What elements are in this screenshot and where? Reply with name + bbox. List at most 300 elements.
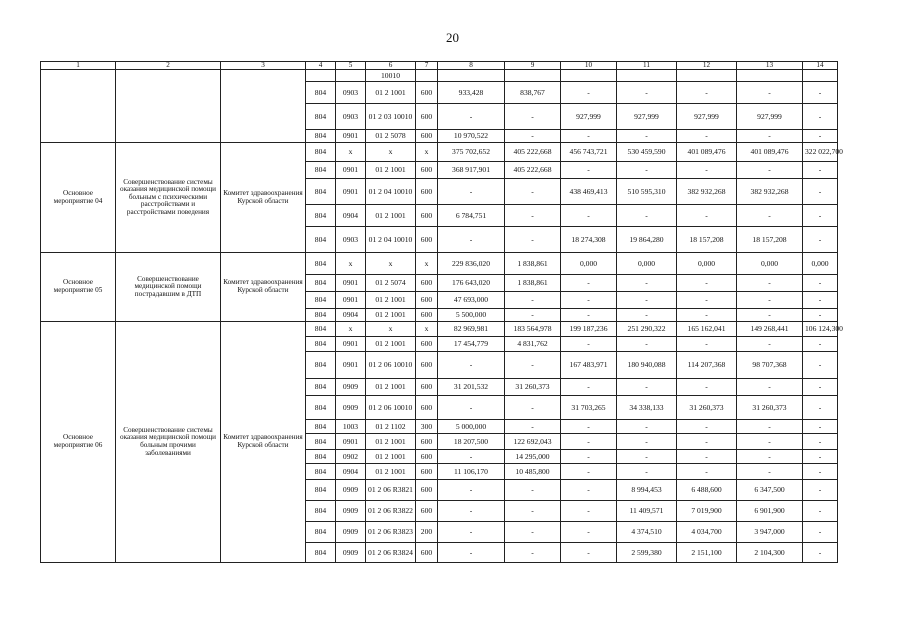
data-cell: - xyxy=(505,292,561,309)
data-cell: - xyxy=(803,130,838,143)
data-cell: 106 124,300 xyxy=(803,322,838,337)
data-cell: - xyxy=(561,379,617,396)
data-cell: - xyxy=(803,352,838,379)
data-cell: 0909 xyxy=(336,522,366,543)
data-cell: 2 151,100 xyxy=(677,543,737,563)
data-cell: 0901 xyxy=(336,434,366,450)
data-cell: - xyxy=(438,501,505,522)
executor-cell xyxy=(221,70,306,143)
data-cell: - xyxy=(561,162,617,179)
data-cell: 600 xyxy=(416,352,438,379)
data-cell: 600 xyxy=(416,543,438,563)
data-cell: - xyxy=(438,179,505,205)
data-cell: 01 2 5078 xyxy=(366,130,416,143)
data-cell: 18 157,208 xyxy=(737,227,803,253)
data-cell: - xyxy=(505,501,561,522)
data-cell: 0,000 xyxy=(617,253,677,275)
data-cell: - xyxy=(561,275,617,292)
data-cell: 927,999 xyxy=(677,104,737,130)
program-name-cell xyxy=(116,70,221,143)
data-cell: 804 xyxy=(306,480,336,501)
data-cell: - xyxy=(561,292,617,309)
data-cell: 0,000 xyxy=(803,253,838,275)
data-cell: 600 xyxy=(416,450,438,464)
data-cell: 530 459,590 xyxy=(617,143,677,162)
data-cell: 10 970,522 xyxy=(438,130,505,143)
data-cell: 7 019,900 xyxy=(677,501,737,522)
header-cell: 12 xyxy=(677,62,737,70)
data-cell: 11 106,170 xyxy=(438,464,505,480)
data-cell: 600 xyxy=(416,82,438,104)
data-cell: 382 932,268 xyxy=(677,179,737,205)
data-cell xyxy=(561,70,617,82)
data-cell: 804 xyxy=(306,292,336,309)
data-cell: 167 483,971 xyxy=(561,352,617,379)
data-cell: 600 xyxy=(416,396,438,420)
data-cell: 01 2 04 10010 xyxy=(366,179,416,205)
data-cell: - xyxy=(737,379,803,396)
data-cell: - xyxy=(561,543,617,563)
data-cell: 01 2 06 10010 xyxy=(366,396,416,420)
data-cell: 0909 xyxy=(336,501,366,522)
data-cell: - xyxy=(438,352,505,379)
event-cell: Основное мероприятие 06 xyxy=(41,322,116,563)
data-cell: - xyxy=(737,82,803,104)
data-cell: 01 2 1001 xyxy=(366,450,416,464)
data-cell: - xyxy=(737,450,803,464)
data-cell: 01 2 1102 xyxy=(366,420,416,434)
data-cell: 0904 xyxy=(336,205,366,227)
data-cell: 2 104,300 xyxy=(737,543,803,563)
data-cell: - xyxy=(561,420,617,434)
data-cell: x xyxy=(366,322,416,337)
data-cell: 01 2 1001 xyxy=(366,292,416,309)
data-cell: 933,428 xyxy=(438,82,505,104)
data-cell: - xyxy=(561,82,617,104)
header-cell: 14 xyxy=(803,62,838,70)
data-cell: - xyxy=(617,450,677,464)
data-cell: 600 xyxy=(416,464,438,480)
data-cell: - xyxy=(438,480,505,501)
data-cell: - xyxy=(737,162,803,179)
data-cell: 0909 xyxy=(336,396,366,420)
data-cell: - xyxy=(505,179,561,205)
data-cell xyxy=(505,70,561,82)
data-cell: - xyxy=(617,275,677,292)
data-cell: 600 xyxy=(416,130,438,143)
data-cell xyxy=(306,70,336,82)
data-cell: 804 xyxy=(306,104,336,130)
data-cell: - xyxy=(677,420,737,434)
data-cell: x xyxy=(366,143,416,162)
data-cell: 804 xyxy=(306,337,336,352)
data-cell: - xyxy=(617,162,677,179)
data-cell: 14 295,000 xyxy=(505,450,561,464)
data-cell: 01 2 5074 xyxy=(366,275,416,292)
data-cell: - xyxy=(803,464,838,480)
data-cell: - xyxy=(803,434,838,450)
data-cell: 0901 xyxy=(336,352,366,379)
data-cell: 600 xyxy=(416,104,438,130)
program-name-cell: Совершенствование медицинской помощи пострадавшим в ДТП xyxy=(116,253,221,322)
data-cell xyxy=(617,70,677,82)
data-cell: 456 743,721 xyxy=(561,143,617,162)
data-cell: 401 089,476 xyxy=(737,143,803,162)
event-cell: Основное мероприятие 04 xyxy=(41,143,116,253)
data-cell: - xyxy=(803,337,838,352)
executor-cell: Комитет здравоохранения Курской области xyxy=(221,143,306,253)
data-cell: - xyxy=(438,227,505,253)
data-cell xyxy=(677,70,737,82)
data-cell: 322 022,700 xyxy=(803,143,838,162)
data-cell: - xyxy=(561,501,617,522)
data-cell: 405 222,668 xyxy=(505,162,561,179)
header-cell: 9 xyxy=(505,62,561,70)
table-row xyxy=(41,322,838,337)
data-cell: 804 xyxy=(306,450,336,464)
data-cell: 0901 xyxy=(336,130,366,143)
data-cell: - xyxy=(677,162,737,179)
header-cell: 1 xyxy=(41,62,116,70)
data-cell: 0901 xyxy=(336,275,366,292)
data-cell: - xyxy=(803,522,838,543)
data-cell: 10 485,800 xyxy=(505,464,561,480)
event-cell: Основное мероприятие 05 xyxy=(41,253,116,322)
data-cell: - xyxy=(803,450,838,464)
data-cell: 47 693,000 xyxy=(438,292,505,309)
data-cell: - xyxy=(737,434,803,450)
data-cell: - xyxy=(737,130,803,143)
data-cell: x xyxy=(336,143,366,162)
data-cell: - xyxy=(803,292,838,309)
data-cell: 01 2 1001 xyxy=(366,464,416,480)
data-cell xyxy=(737,70,803,82)
data-cell: 804 xyxy=(306,130,336,143)
data-cell: 01 2 1001 xyxy=(366,205,416,227)
data-cell: - xyxy=(561,434,617,450)
data-cell: 3 947,000 xyxy=(737,522,803,543)
data-cell: 0909 xyxy=(336,379,366,396)
data-cell: 01 2 1001 xyxy=(366,82,416,104)
data-cell xyxy=(438,70,505,82)
data-cell: 176 643,020 xyxy=(438,275,505,292)
data-cell: 17 454,779 xyxy=(438,337,505,352)
header-cell: 7 xyxy=(416,62,438,70)
data-cell: 4 034,700 xyxy=(677,522,737,543)
data-cell: - xyxy=(803,227,838,253)
data-cell: 251 290,322 xyxy=(617,322,677,337)
data-cell: 4 831,762 xyxy=(505,337,561,352)
data-cell: 180 940,088 xyxy=(617,352,677,379)
data-cell: 804 xyxy=(306,379,336,396)
program-name-cell: Совершенствование системы оказания медицинской помощи больным с психическими расстройствами и расстройствами поведения xyxy=(116,143,221,253)
data-cell: - xyxy=(505,420,561,434)
data-cell: 375 702,652 xyxy=(438,143,505,162)
data-cell: - xyxy=(677,450,737,464)
data-cell: 31 260,373 xyxy=(737,396,803,420)
data-cell: 01 2 06 R3821 xyxy=(366,480,416,501)
data-cell: - xyxy=(737,205,803,227)
data-cell: 1003 xyxy=(336,420,366,434)
table-row xyxy=(41,70,838,82)
data-cell: x xyxy=(336,322,366,337)
data-cell: 4 374,510 xyxy=(617,522,677,543)
data-cell: 165 162,041 xyxy=(677,322,737,337)
data-cell xyxy=(803,70,838,82)
data-cell: 114 207,368 xyxy=(677,352,737,379)
data-cell: 600 xyxy=(416,227,438,253)
data-cell xyxy=(336,70,366,82)
data-cell: 600 xyxy=(416,480,438,501)
data-cell: 6 347,500 xyxy=(737,480,803,501)
header-row xyxy=(41,62,838,70)
data-cell: 838,767 xyxy=(505,82,561,104)
data-cell: 0901 xyxy=(336,337,366,352)
program-name-cell: Совершенствование системы оказания медицинской помощи больным прочими заболеваниями xyxy=(116,322,221,563)
data-cell: - xyxy=(737,275,803,292)
header-cell: 5 xyxy=(336,62,366,70)
data-cell: x xyxy=(336,253,366,275)
data-cell: 01 2 1001 xyxy=(366,434,416,450)
data-cell: - xyxy=(737,292,803,309)
data-cell: 804 xyxy=(306,501,336,522)
data-cell: - xyxy=(677,464,737,480)
data-cell: 199 187,236 xyxy=(561,322,617,337)
data-cell: 804 xyxy=(306,82,336,104)
data-cell: - xyxy=(505,396,561,420)
data-cell: 0901 xyxy=(336,292,366,309)
data-cell: - xyxy=(438,543,505,563)
data-cell: 183 564,978 xyxy=(505,322,561,337)
data-cell: 82 969,981 xyxy=(438,322,505,337)
data-cell: - xyxy=(803,501,838,522)
header-cell: 8 xyxy=(438,62,505,70)
data-cell: 438 469,413 xyxy=(561,179,617,205)
data-cell: 804 xyxy=(306,227,336,253)
data-cell: 229 836,020 xyxy=(438,253,505,275)
data-cell: 5 000,000 xyxy=(438,420,505,434)
data-cell: - xyxy=(561,130,617,143)
data-cell: 804 xyxy=(306,179,336,205)
data-cell: - xyxy=(803,309,838,322)
data-cell: - xyxy=(617,420,677,434)
data-cell: - xyxy=(561,205,617,227)
data-cell: - xyxy=(617,82,677,104)
data-cell: - xyxy=(803,480,838,501)
data-cell: - xyxy=(505,227,561,253)
data-cell: 122 692,043 xyxy=(505,434,561,450)
data-cell: - xyxy=(561,337,617,352)
data-cell: - xyxy=(561,450,617,464)
data-cell: - xyxy=(677,337,737,352)
data-cell: - xyxy=(677,434,737,450)
data-cell: 600 xyxy=(416,434,438,450)
table-row xyxy=(41,253,838,275)
data-cell: 405 222,668 xyxy=(505,143,561,162)
data-cell: 927,999 xyxy=(561,104,617,130)
data-cell: 600 xyxy=(416,179,438,205)
data-cell: 804 xyxy=(306,322,336,337)
data-cell: - xyxy=(438,396,505,420)
data-cell: 510 595,310 xyxy=(617,179,677,205)
data-cell: - xyxy=(803,205,838,227)
data-cell: - xyxy=(617,434,677,450)
budget-table xyxy=(40,61,843,563)
data-cell: 01 2 06 R3824 xyxy=(366,543,416,563)
data-cell: - xyxy=(561,309,617,322)
data-cell: - xyxy=(617,130,677,143)
data-cell: 8 994,453 xyxy=(617,480,677,501)
data-cell: 19 864,280 xyxy=(617,227,677,253)
data-cell: - xyxy=(505,309,561,322)
data-cell: - xyxy=(561,522,617,543)
data-cell: 0901 xyxy=(336,179,366,205)
data-cell: 01 2 04 10010 xyxy=(366,227,416,253)
data-cell: - xyxy=(737,420,803,434)
data-cell: 18 157,208 xyxy=(677,227,737,253)
data-cell: 0,000 xyxy=(561,253,617,275)
header-cell: 4 xyxy=(306,62,336,70)
data-cell: 600 xyxy=(416,292,438,309)
data-cell: 600 xyxy=(416,162,438,179)
data-cell: 0904 xyxy=(336,309,366,322)
data-cell: 600 xyxy=(416,275,438,292)
page-number: 20 xyxy=(446,30,459,45)
data-cell: - xyxy=(561,464,617,480)
data-cell: 600 xyxy=(416,309,438,322)
data-cell: 0902 xyxy=(336,450,366,464)
data-cell: 10010 xyxy=(366,70,416,82)
data-cell: - xyxy=(438,450,505,464)
data-cell: 31 703,265 xyxy=(561,396,617,420)
data-cell: - xyxy=(505,104,561,130)
data-cell: 0903 xyxy=(336,227,366,253)
data-cell: 804 xyxy=(306,275,336,292)
data-cell: 804 xyxy=(306,253,336,275)
data-cell: 01 2 06 10010 xyxy=(366,352,416,379)
data-cell: 6 488,600 xyxy=(677,480,737,501)
data-cell: 804 xyxy=(306,543,336,563)
data-cell: 6 901,900 xyxy=(737,501,803,522)
data-cell: 01 2 06 R3822 xyxy=(366,501,416,522)
data-cell: 149 268,441 xyxy=(737,322,803,337)
data-cell: 804 xyxy=(306,434,336,450)
data-cell: 34 338,133 xyxy=(617,396,677,420)
data-cell: x xyxy=(416,322,438,337)
data-cell: 401 089,476 xyxy=(677,143,737,162)
data-cell: - xyxy=(803,543,838,563)
data-cell: 804 xyxy=(306,464,336,480)
data-cell: - xyxy=(505,352,561,379)
data-cell: 11 409,571 xyxy=(617,501,677,522)
data-cell: - xyxy=(505,480,561,501)
data-cell: 600 xyxy=(416,205,438,227)
data-cell: 0903 xyxy=(336,82,366,104)
data-cell: 382 932,268 xyxy=(737,179,803,205)
data-cell: 0,000 xyxy=(737,253,803,275)
event-cell xyxy=(41,70,116,143)
data-cell: 01 2 1001 xyxy=(366,337,416,352)
data-cell: - xyxy=(803,420,838,434)
data-cell: 600 xyxy=(416,379,438,396)
data-cell: 0909 xyxy=(336,543,366,563)
data-cell xyxy=(416,70,438,82)
data-cell: 2 599,380 xyxy=(617,543,677,563)
data-cell: 927,999 xyxy=(737,104,803,130)
data-cell: - xyxy=(803,179,838,205)
data-cell: - xyxy=(561,480,617,501)
data-cell: - xyxy=(505,130,561,143)
data-cell: - xyxy=(803,275,838,292)
data-cell: 01 2 1001 xyxy=(366,379,416,396)
executor-cell: Комитет здравоохранения Курской области xyxy=(221,253,306,322)
data-cell: 98 707,368 xyxy=(737,352,803,379)
header-cell: 11 xyxy=(617,62,677,70)
data-cell: - xyxy=(677,205,737,227)
data-cell: - xyxy=(737,337,803,352)
data-cell: 01 2 06 R3823 xyxy=(366,522,416,543)
data-cell: - xyxy=(677,130,737,143)
data-cell: 804 xyxy=(306,162,336,179)
data-cell: - xyxy=(677,292,737,309)
data-cell: 804 xyxy=(306,143,336,162)
data-cell: - xyxy=(677,309,737,322)
data-cell: - xyxy=(737,464,803,480)
data-cell: 804 xyxy=(306,420,336,434)
data-cell: 0904 xyxy=(336,464,366,480)
data-cell: - xyxy=(617,205,677,227)
data-cell: 0901 xyxy=(336,162,366,179)
data-cell: - xyxy=(677,379,737,396)
data-cell: 1 838,861 xyxy=(505,253,561,275)
executor-cell: Комитет здравоохранения Курской области xyxy=(221,322,306,563)
data-cell: 1 838,861 xyxy=(505,275,561,292)
data-cell: - xyxy=(737,309,803,322)
data-cell: 804 xyxy=(306,522,336,543)
data-cell: - xyxy=(438,522,505,543)
data-cell: - xyxy=(803,396,838,420)
data-cell: 804 xyxy=(306,396,336,420)
data-cell: 18 207,500 xyxy=(438,434,505,450)
header-cell: 10 xyxy=(561,62,617,70)
data-cell: 31 201,532 xyxy=(438,379,505,396)
data-cell: 31 260,373 xyxy=(677,396,737,420)
data-cell: 300 xyxy=(416,420,438,434)
data-cell: 927,999 xyxy=(617,104,677,130)
data-cell: - xyxy=(677,82,737,104)
data-cell: 18 274,308 xyxy=(561,227,617,253)
data-cell: 01 2 03 10010 xyxy=(366,104,416,130)
data-cell: - xyxy=(617,309,677,322)
header-cell: 2 xyxy=(116,62,221,70)
data-cell: 0903 xyxy=(336,104,366,130)
data-cell: - xyxy=(803,162,838,179)
header-cell: 6 xyxy=(366,62,416,70)
data-cell: - xyxy=(677,275,737,292)
data-cell: x xyxy=(416,253,438,275)
data-cell: 6 784,751 xyxy=(438,205,505,227)
data-cell: 01 2 1001 xyxy=(366,162,416,179)
header-cell: 3 xyxy=(221,62,306,70)
data-cell: - xyxy=(617,292,677,309)
data-cell: 804 xyxy=(306,352,336,379)
data-cell: 01 2 1001 xyxy=(366,309,416,322)
data-cell: 600 xyxy=(416,501,438,522)
data-cell: 804 xyxy=(306,309,336,322)
header-cell: 13 xyxy=(737,62,803,70)
data-cell: 0,000 xyxy=(677,253,737,275)
data-cell: 200 xyxy=(416,522,438,543)
